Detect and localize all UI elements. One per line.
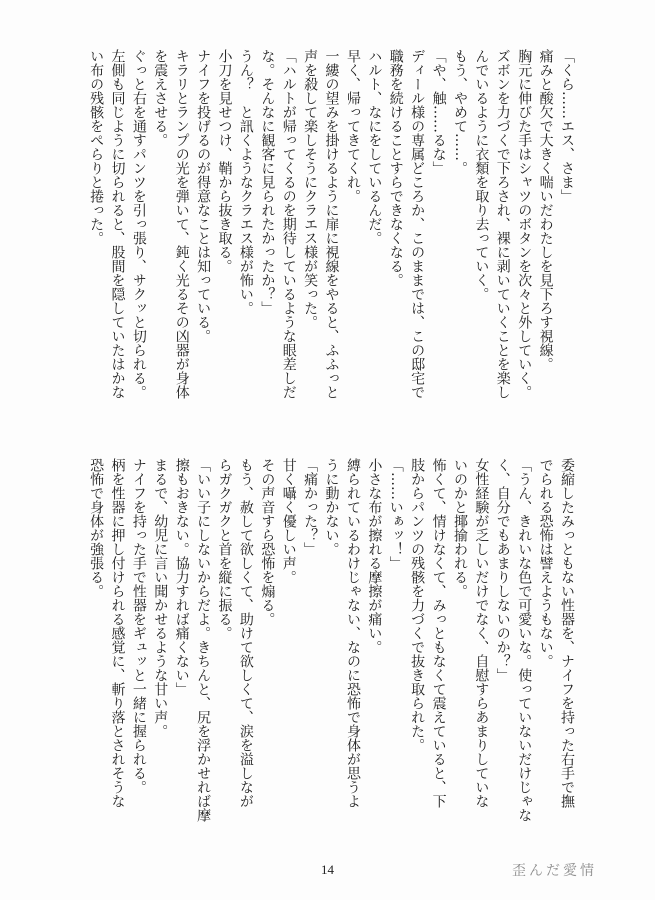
page-number: 14: [321, 862, 334, 877]
text-line: キラリとランプの光を弾いて、鈍く光るその凶器が身体: [173, 49, 190, 399]
text-block-lower: [85, 458, 577, 850]
text-line: 「……いぁッ！」: [387, 458, 404, 570]
text-line: 「痛かった？」: [302, 458, 319, 556]
text-line: 小さな布が擦れる摩擦が痛い。: [366, 458, 383, 654]
text-line: ぐっと右を通すパンツを引っ張り、サクッと切られる。: [130, 49, 147, 399]
text-line: 「や、触……るな」: [430, 49, 447, 175]
text-line: もう、やめて……。: [451, 49, 468, 175]
text-line: 声を殺して楽しそうにクラエス様が笑った。: [302, 49, 319, 329]
text-block-upper: [85, 49, 577, 441]
text-line: その声音すら恐怖を煽る。: [259, 458, 276, 626]
text-line: まるで、幼児に言い聞かせるような甘い声。: [152, 458, 169, 738]
text-line: らガクガクと首を縦に振る。: [216, 458, 233, 640]
text-line: く、自分でもあまりしないのか？」: [494, 458, 511, 682]
text-line: 左側も同じように切られると、股間を隠していたはかな: [109, 49, 126, 399]
text-line: な。そんなに観客に見られたかったか？」: [259, 49, 276, 315]
text-line: 「うん、きれいな色で可愛いな。使っていないだけじゃな: [516, 458, 533, 822]
text-line: ディール様の専属どころか、このままでは、この邸宅で: [409, 49, 426, 399]
text-line: 恐怖で身体が強張る。: [88, 458, 105, 598]
text-line: んでいるように衣類を取り去っていく。: [473, 49, 490, 301]
text-line: 女性経験が乏しいだけでなく、自慰すらあまりしていな: [473, 458, 490, 808]
text-line: いのかと揶揄われる。: [451, 458, 468, 598]
text-line: 「いい子にしないからだよ。きちんと、尻を浮かせれば摩: [195, 458, 212, 822]
text-line: を震えさせる。: [152, 49, 169, 147]
text-line: 「ハルトが帰ってくるのを期待しているような眼差しだ: [280, 49, 297, 399]
text-line: 小刀を見せつけ、鞘から抜き取る。: [216, 49, 233, 273]
text-line: ナイフを投げるのが得意なことは知っている。: [195, 49, 212, 343]
text-line: 縛られているわけじゃない、なのに恐怖で身体が思うよ: [344, 458, 361, 808]
text-line: ナイフを持った手で性器をギュッと一緒に握られる。: [130, 458, 147, 794]
text-line: い布の残骸をぺらりと捲った。: [88, 49, 105, 245]
text-line: 「くら……エス、さま」: [559, 49, 575, 203]
text-line: 肢からパンツの残骸を力づくで抜き取られた。: [409, 458, 426, 752]
text-line: 一縷の望みを掛けるように扉に視線をやると、ふふっと: [323, 49, 340, 399]
text-line: 早く、帰ってきてくれ。: [344, 49, 361, 203]
text-line: 職務を続けることすらできなくなる。: [387, 49, 404, 287]
text-line: もう、赦して欲しくて、助けて欲しくて、涙を溢しなが: [237, 458, 254, 808]
text-line: でられる恐怖は譬えようもない。: [537, 458, 554, 668]
text-line: ハルト、なにをしているんだ。: [366, 49, 383, 245]
text-line: 擦もおきない。協力すれば痛くない」: [173, 458, 190, 696]
text-line: 甘く囁く優しい声。: [280, 458, 297, 584]
text-line: 胸元に伸びた手はシャツのボタンを次々と外していく。: [516, 49, 533, 399]
text-line: 委縮したみっともない性器を、ナイフを持った右手で撫: [559, 458, 575, 808]
text-line: うに動かない。: [323, 458, 340, 556]
text-line: 怖くて、情けなくて、みっともなくて震えていると、下: [430, 458, 447, 808]
text-line: うん？ と訊くようなクラエス様が怖い。: [237, 49, 254, 315]
text-line: 痛みと酸欠で大きく喘いだわたしを見下ろす視線。: [537, 49, 554, 371]
text-line: ズボンを力づくで下ろされ、裸に剥いていくことを楽し: [494, 49, 511, 399]
text-line: 柄を性器に押し付けられる感覚に、斬り落とされそうな: [109, 458, 126, 808]
running-title: 歪んだ愛情: [512, 863, 597, 879]
